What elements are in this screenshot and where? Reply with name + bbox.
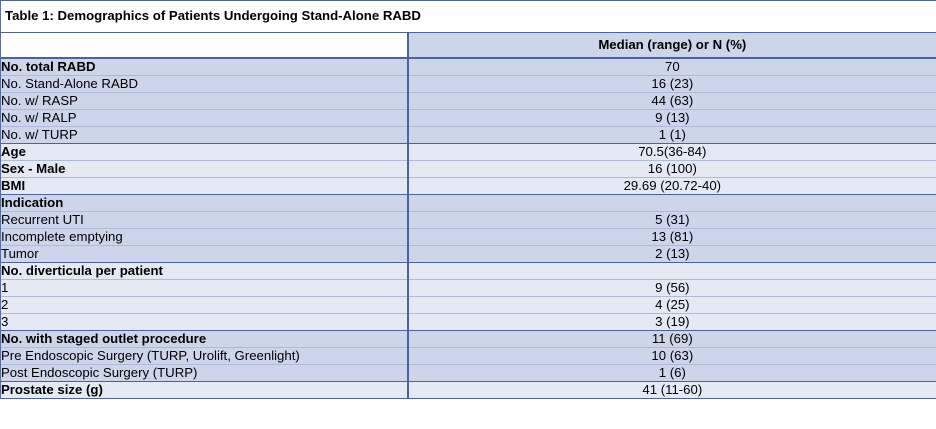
table-row	[1, 161, 936, 178]
table-row	[1, 93, 936, 110]
row-value: 10 (63)	[408, 348, 936, 365]
table-row	[1, 127, 936, 144]
table-row	[1, 331, 936, 348]
row-label: Tumor	[1, 246, 408, 263]
row-value: 11 (69)	[408, 331, 936, 348]
table-row	[1, 314, 936, 331]
table-row	[1, 263, 936, 280]
row-label: No. w/ RALP	[1, 110, 408, 127]
table-row	[1, 280, 936, 297]
row-label: 2	[1, 297, 408, 314]
row-value: 29.69 (20.72-40)	[408, 178, 936, 195]
row-value: 16 (100)	[408, 161, 936, 178]
row-label: Age	[1, 144, 408, 161]
header-cell-blank	[1, 33, 408, 59]
demographics-table	[1, 0, 936, 399]
row-label: Incomplete emptying	[1, 229, 408, 246]
table-row	[1, 229, 936, 246]
row-label: BMI	[1, 178, 408, 195]
table-row	[1, 178, 936, 195]
row-label: 3	[1, 314, 408, 331]
row-value: 1 (6)	[408, 365, 936, 382]
row-value: 16 (23)	[408, 76, 936, 93]
table-row	[1, 297, 936, 314]
table-row	[1, 246, 936, 263]
row-value: 70	[408, 58, 936, 76]
row-label: No. diverticula per patient	[1, 263, 408, 280]
row-label: No. w/ RASP	[1, 93, 408, 110]
row-label: Sex - Male	[1, 161, 408, 178]
table-row	[1, 110, 936, 127]
row-value: 4 (25)	[408, 297, 936, 314]
row-label: Recurrent UTI	[1, 212, 408, 229]
table-row	[1, 195, 936, 212]
row-label: No. total RABD	[1, 58, 408, 76]
row-value: 9 (13)	[408, 110, 936, 127]
row-label: No. with staged outlet procedure	[1, 331, 408, 348]
row-value: 70.5(36-84)	[408, 144, 936, 161]
row-value: 9 (56)	[408, 280, 936, 297]
row-label: Indication	[1, 195, 408, 212]
row-label: No. w/ TURP	[1, 127, 408, 144]
table-body	[1, 1, 936, 399]
table-title: Table 1: Demographics of Patients Undergoing Stand-Alone RABD	[1, 1, 936, 33]
header-cell-median: Median (range) or N (%)	[408, 33, 936, 59]
table-row	[1, 382, 936, 399]
table-header-row	[1, 33, 936, 59]
table-row	[1, 76, 936, 93]
row-value: 44 (63)	[408, 93, 936, 110]
table-row	[1, 365, 936, 382]
row-value	[408, 263, 936, 280]
row-label: Prostate size (g)	[1, 382, 408, 399]
row-label: 1	[1, 280, 408, 297]
table-row	[1, 212, 936, 229]
table-title-row	[1, 1, 936, 33]
row-label: Post Endoscopic Surgery (TURP)	[1, 365, 408, 382]
table-row	[1, 58, 936, 76]
row-value: 41 (11-60)	[408, 382, 936, 399]
row-value: 1 (1)	[408, 127, 936, 144]
row-value: 3 (19)	[408, 314, 936, 331]
row-value: 5 (31)	[408, 212, 936, 229]
row-value: 2 (13)	[408, 246, 936, 263]
row-value: 13 (81)	[408, 229, 936, 246]
row-label: Pre Endoscopic Surgery (TURP, Urolift, Greenlight)	[1, 348, 408, 365]
row-value	[408, 195, 936, 212]
row-label: No. Stand-Alone RABD	[1, 76, 408, 93]
table-row	[1, 348, 936, 365]
table-row	[1, 144, 936, 161]
